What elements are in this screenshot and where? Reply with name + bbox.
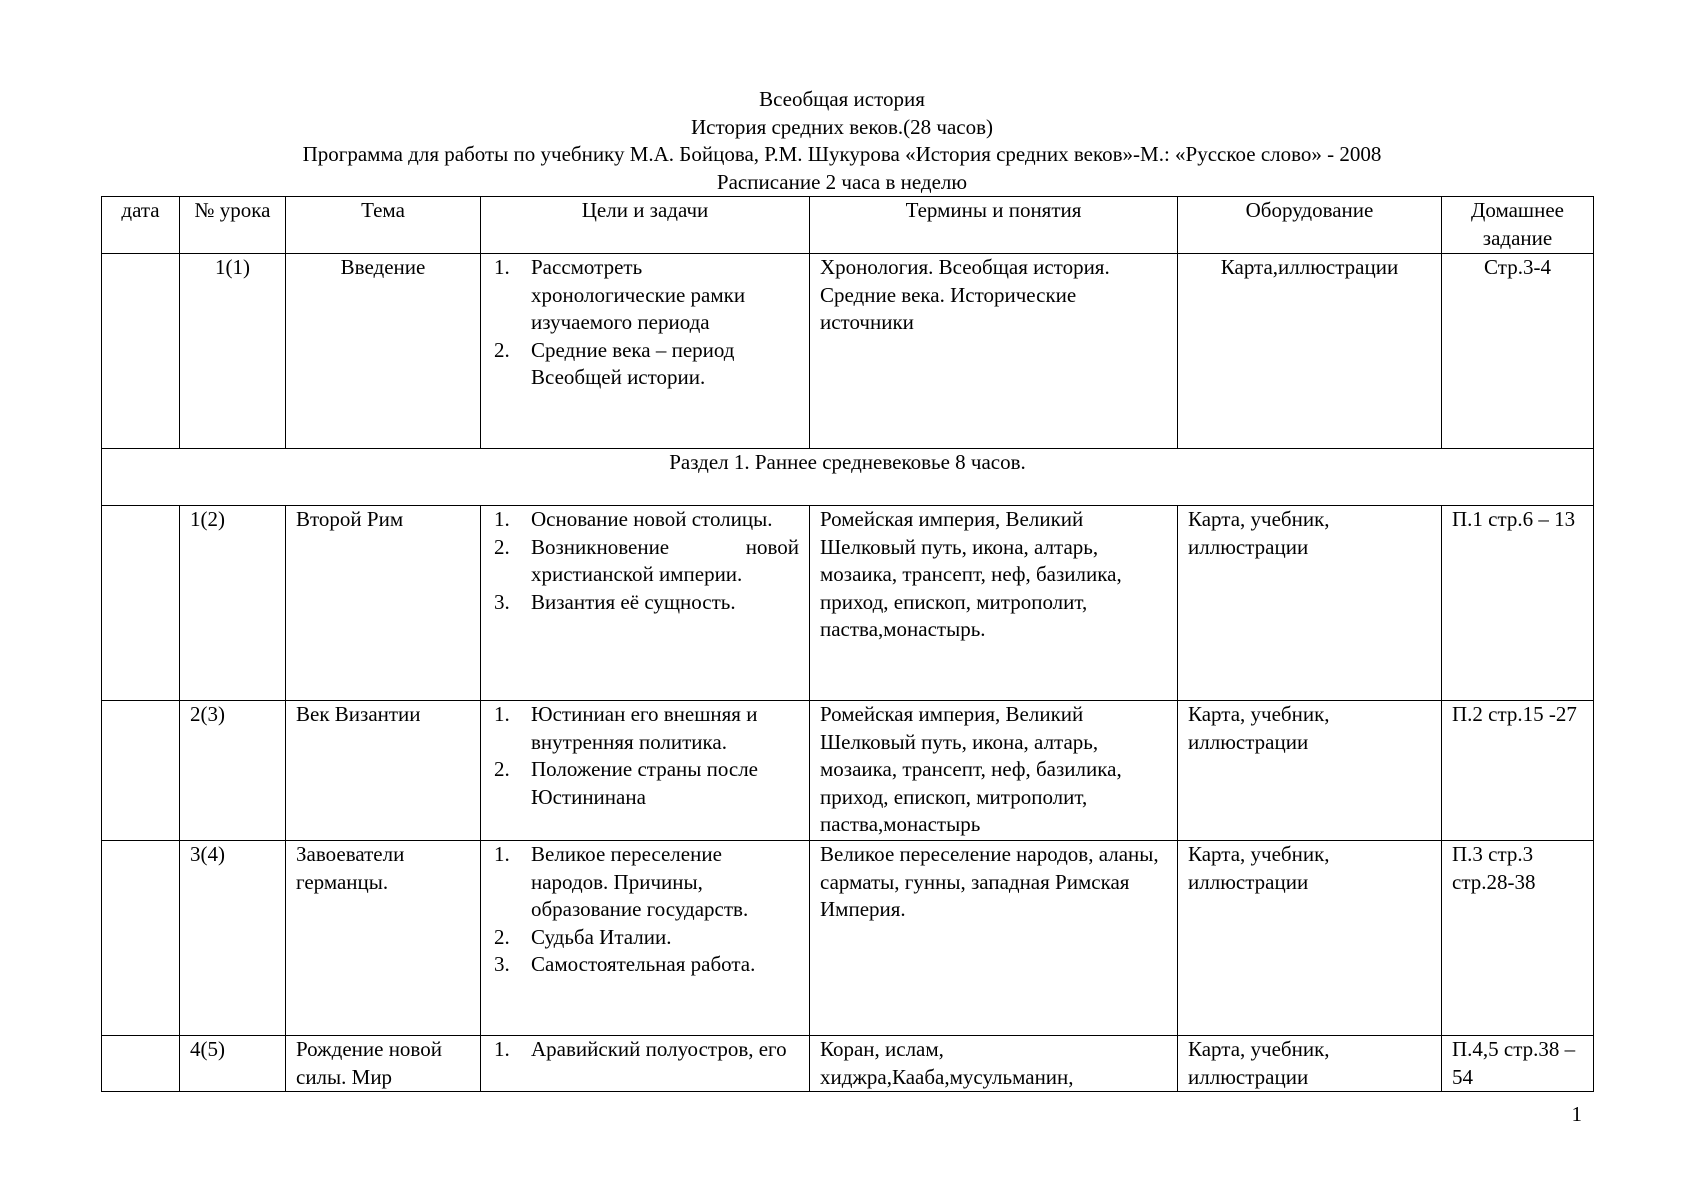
table-header-row — [102, 197, 1594, 254]
document-header — [0, 86, 1684, 196]
cell-homework: П.1 стр.6 – 13 — [1442, 506, 1594, 701]
cell-goals — [481, 506, 810, 701]
goal-item: Средние века – период Всеобщей истории. — [531, 337, 735, 389]
page-number: 1 — [1571, 1102, 1582, 1126]
goal-item: Юстиниан его внешняя и внутренняя политика. — [531, 702, 758, 754]
cell-goals — [481, 254, 810, 449]
cell-homework: П.4,5 стр.38 – 54 — [1442, 1036, 1594, 1092]
cell-topic: Рождение новой силы. Мир — [286, 1036, 481, 1092]
lesson-plan-table — [101, 196, 1594, 1092]
cell-date — [102, 254, 180, 449]
cell-homework: П.3 стр.3 стр.28-38 — [1442, 841, 1594, 1036]
goal-item: Византия её сущность. — [531, 589, 736, 614]
goal-item: Возникновение новой христианской империи. — [531, 534, 799, 586]
cell-goals — [481, 841, 810, 1036]
cell-goals — [481, 1036, 810, 1092]
cell-topic: Введение — [286, 254, 481, 449]
cell-lesson-number: 4(5) — [180, 1036, 286, 1092]
table-row — [102, 254, 1594, 449]
header-program: Программа для работы по учебнику М.А. Бойцова, Р.М. Шукурова «История средних веков»-М.: «Русское слово» - 2008 — [302, 142, 1382, 166]
cell-homework: Стр.3-4 — [1442, 254, 1594, 449]
cell-date — [102, 506, 180, 701]
cell-lesson-number: 2(3) — [180, 701, 286, 841]
cell-lesson-number: 3(4) — [180, 841, 286, 1036]
cell-homework: П.2 стр.15 -27 — [1442, 701, 1594, 841]
col-header-lesson-number: № урока — [180, 197, 286, 254]
goal-item: Судьба Италии. — [531, 924, 672, 949]
cell-lesson-number: 1(1) — [180, 254, 286, 449]
cell-date — [102, 701, 180, 841]
table-row — [102, 841, 1594, 1036]
col-header-goals: Цели и задачи — [481, 197, 810, 254]
section-row — [102, 449, 1594, 506]
col-header-date: дата — [102, 197, 180, 254]
cell-equipment: Карта, учебник, иллюстрации — [1178, 701, 1442, 841]
col-header-topic: Тема — [286, 197, 481, 254]
cell-date — [102, 841, 180, 1036]
cell-equipment: Карта,иллюстрации — [1178, 254, 1442, 449]
header-course: История средних веков.(28 часов) — [690, 114, 994, 139]
cell-date — [102, 1036, 180, 1092]
section-title: Раздел 1. Раннее средневековье 8 часов. — [102, 449, 1594, 506]
goal-item: Аравийский полуостров, его — [531, 1037, 787, 1061]
cell-terms: Великое переселение народов, аланы, сарматы, гунны, западная Римская Империя. — [810, 841, 1178, 1036]
col-header-equipment: Оборудование — [1178, 197, 1442, 254]
table-row — [102, 1036, 1594, 1092]
cell-goals — [481, 701, 810, 841]
cell-equipment: Карта, учебник, иллюстрации — [1178, 841, 1442, 1036]
cell-terms: Хронология. Всеобщая история. Средние века. Исторические источники — [810, 254, 1178, 449]
cell-terms: Коран, ислам, хиджра,Кааба,мусульманин, — [810, 1036, 1178, 1092]
col-header-terms: Термины и понятия — [810, 197, 1178, 254]
cell-equipment: Карта, учебник, иллюстрации — [1178, 1036, 1442, 1092]
goal-item: Великое переселение народов. Причины, образование государств. — [531, 842, 749, 921]
goal-item: Основание новой столицы. — [531, 507, 773, 531]
cell-equipment: Карта, учебник, иллюстрации — [1178, 506, 1442, 701]
cell-topic: Завоеватели германцы. — [286, 841, 481, 1036]
goal-item: Самостоятельная работа. — [531, 952, 756, 976]
cell-topic: Век Византии — [286, 701, 481, 841]
goal-item: Рассмотреть хронологические рамки изучаемого периода — [531, 255, 746, 334]
header-schedule: Расписание 2 часа в неделю — [716, 169, 968, 194]
goal-item: Положение страны после Юстининана — [531, 757, 759, 809]
col-header-homework: Домашнее задание — [1442, 197, 1594, 254]
cell-topic: Второй Рим — [286, 506, 481, 701]
header-subject: Всеобщая история — [759, 87, 925, 111]
table-row — [102, 701, 1594, 841]
table-row — [102, 506, 1594, 701]
cell-terms: Ромейская империя, Великий Шелковый путь, икона, алтарь, мозаика, трансепт, неф, базилика, приход, епископ, митрополит, паства,монастырь — [810, 701, 1178, 841]
cell-lesson-number: 1(2) — [180, 506, 286, 701]
cell-terms: Ромейская империя, Великий Шелковый путь, икона, алтарь, мозаика, трансепт, неф, базилика, приход, епископ, митрополит, паства,монастырь. — [810, 506, 1178, 701]
